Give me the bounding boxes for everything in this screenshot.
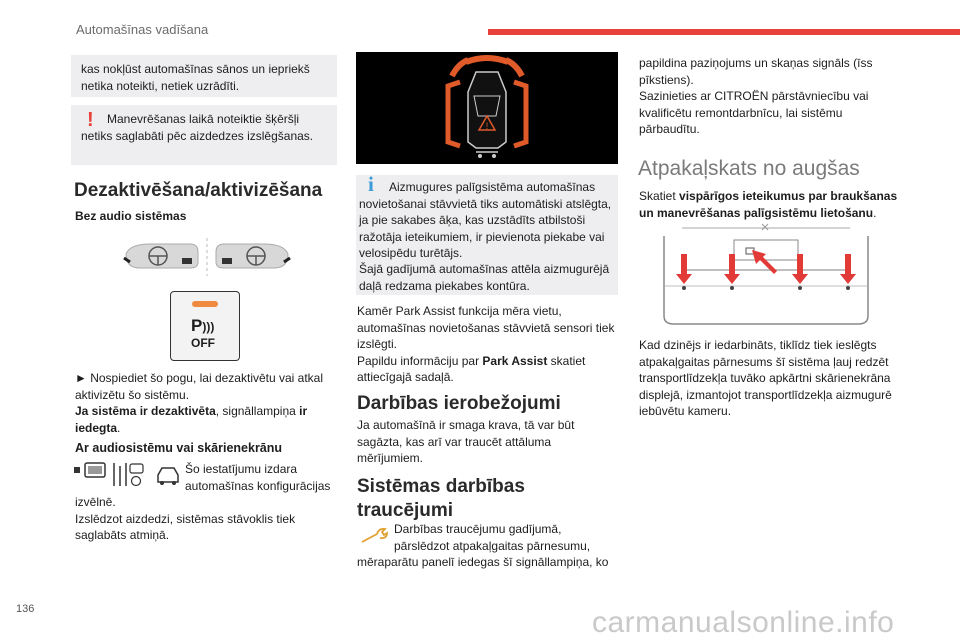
faults-heading	[357, 475, 525, 523]
car-top-view-illustration	[356, 52, 618, 164]
intro-note-box	[71, 55, 337, 97]
audio-subheading: Ar audiosistēmu vai skārienekrānu	[75, 441, 283, 455]
park-assist-ref-pre: Papildu informāciju par	[357, 353, 483, 368]
right-intro-text-2: Sazinieties ar CITROËN pārstāvniecību vai kvalificētu remontdarbnīcu, lai sistēmu pārbaudītu.	[639, 89, 869, 136]
wrench-icon	[359, 526, 389, 546]
deactivation-heading: Dezaktivēšana/aktivizēšana	[74, 180, 323, 201]
park-assist-ref	[357, 353, 619, 386]
intro-note-text: kas nokļūst automašīnas sānos un iepriekš netika noteikti, netiek uzrādīti.	[81, 62, 310, 93]
parking-sensor-display-image	[356, 52, 618, 164]
see-post: .	[873, 205, 877, 220]
limitations-heading: Darbības ierobežojumi	[357, 393, 561, 414]
park-sensor-icon-letter: P	[191, 316, 203, 335]
park-sensor-icon: P)))	[191, 316, 215, 335]
park-assist-ref-post: skatiet attiecīgajā sadaļā.	[357, 353, 586, 384]
faults-text	[394, 521, 614, 554]
rear-bumper-camera-illustration	[662, 222, 870, 326]
see-recommendations-text	[639, 188, 911, 221]
park-sensor-off-button[interactable]	[170, 291, 240, 361]
faults-heading-l1: Sistēmas darbības	[357, 476, 525, 497]
park-assist-ref-bold: Park Assist	[482, 353, 548, 368]
menu-text-continued	[75, 494, 337, 544]
see-pre: Skatiet	[639, 189, 680, 203]
warning-text: Manevrēšanas laikā noteiktie šķēršļi netiks saglabāti pēc aizdedzes izslēgšanas.	[81, 112, 314, 143]
camera-text: Kad dzinējs ir iedarbināts, tiklīdz tiek ieslēgts atpakaļgaitas pārnesums šī sistēma ļauj redzēt transportlīdzekļa tuvāko apkārtni skārienekrāna displejā, izmantojot transportlīdzekļa aizmugurē iebūvētu kameru.	[639, 338, 892, 418]
top-rear-vision-heading: Atpakaļskats no augšas	[638, 157, 860, 180]
faults-heading-l2: traucējumi	[357, 500, 454, 521]
right-intro	[639, 55, 889, 138]
svg-text:!: !	[485, 121, 489, 131]
park-assist-text: Kamēr Park Assist funkcija mēra vietu, automašīnas novietošanas stāvvietā sensori tiek izslēgti.	[357, 304, 615, 351]
right-intro-text-1: papildina paziņojums un skaņas signāls (īss pīkstiens).	[639, 56, 873, 87]
info-icon: i	[368, 172, 374, 196]
see-recommendations	[639, 188, 911, 221]
memory-text: Izslēdzot aizdedzi, sistēmas stāvoklis tiek saglabāts atmiņā.	[75, 511, 296, 542]
deactivated-state-bold: Ja sistēma ir dezaktivēta	[75, 404, 216, 418]
faults-text-b: mēraparātu panelī iedegas šī signāllampiņa, ko	[357, 555, 609, 569]
menu-text-a: Šo iestatījumu izdara automašīnas konfigurācijas	[185, 462, 331, 493]
step-deactivate-text: ► Nospiediet šo pogu, lai dezaktivētu vai atkal aktivizētu šo sistēmu.	[75, 371, 324, 402]
warning-box	[71, 105, 337, 165]
watermark: carmanualsonline.info	[592, 606, 895, 639]
dot-icon	[74, 467, 80, 473]
info-box-text: Aizmugures palīgsistēma automašīnas novietošanai stāvvietā tiks automātiski atslēgta, ja pie sakabes āķa, kas uzstādīts atbilstoši ražotāja ieteikumiem, ir pievienota piekabe vai velosipēdu turētājs.	[359, 180, 612, 260]
steering-controls-illustration	[120, 236, 295, 278]
deactivated-state-mid: , signāllampiņa	[215, 404, 300, 418]
header-accent-bar	[488, 29, 960, 35]
header-section-title: Automašīnas vadīšana	[76, 22, 209, 37]
deactivated-state-end: .	[117, 420, 121, 435]
menu-text-b: izvēlnē.	[75, 495, 116, 509]
deactivated-state-bold2: ir iedegta	[75, 404, 308, 435]
menu-icons	[74, 460, 182, 490]
info-box-text-2: Šajā gadījumā automašīnas attēla aizmugurējā daļā redzama piekabes kontūra.	[359, 262, 610, 293]
see-bold: vispārīgos ieteikumus par braukšanas un manevrēšanas palīgsistēmu lietošanu	[639, 189, 898, 220]
warning-icon: !	[87, 109, 94, 131]
off-label: OFF	[191, 336, 215, 350]
limitations-text: Ja automašīnā ir smaga krava, tā var būt sagāzta, kas arī var traucēt attāluma mērījumiem.	[357, 418, 575, 465]
deactivated-state-text	[75, 403, 337, 436]
no-audio-subheading: Bez audio sistēmas	[75, 209, 187, 223]
info-box	[356, 172, 618, 295]
faults-text-cont	[357, 554, 619, 571]
step-deactivate	[75, 370, 337, 436]
faults-text-a: Darbības traucējumu gadījumā, pārslēdzot atpakaļgaitas pārnesumu,	[394, 522, 591, 553]
settings-icon	[114, 463, 126, 486]
indicator-lamp	[192, 301, 218, 307]
park-assist-paragraph	[357, 303, 619, 386]
page-number: 136	[16, 603, 35, 615]
menu-text	[185, 461, 335, 494]
car-icon	[158, 468, 178, 482]
